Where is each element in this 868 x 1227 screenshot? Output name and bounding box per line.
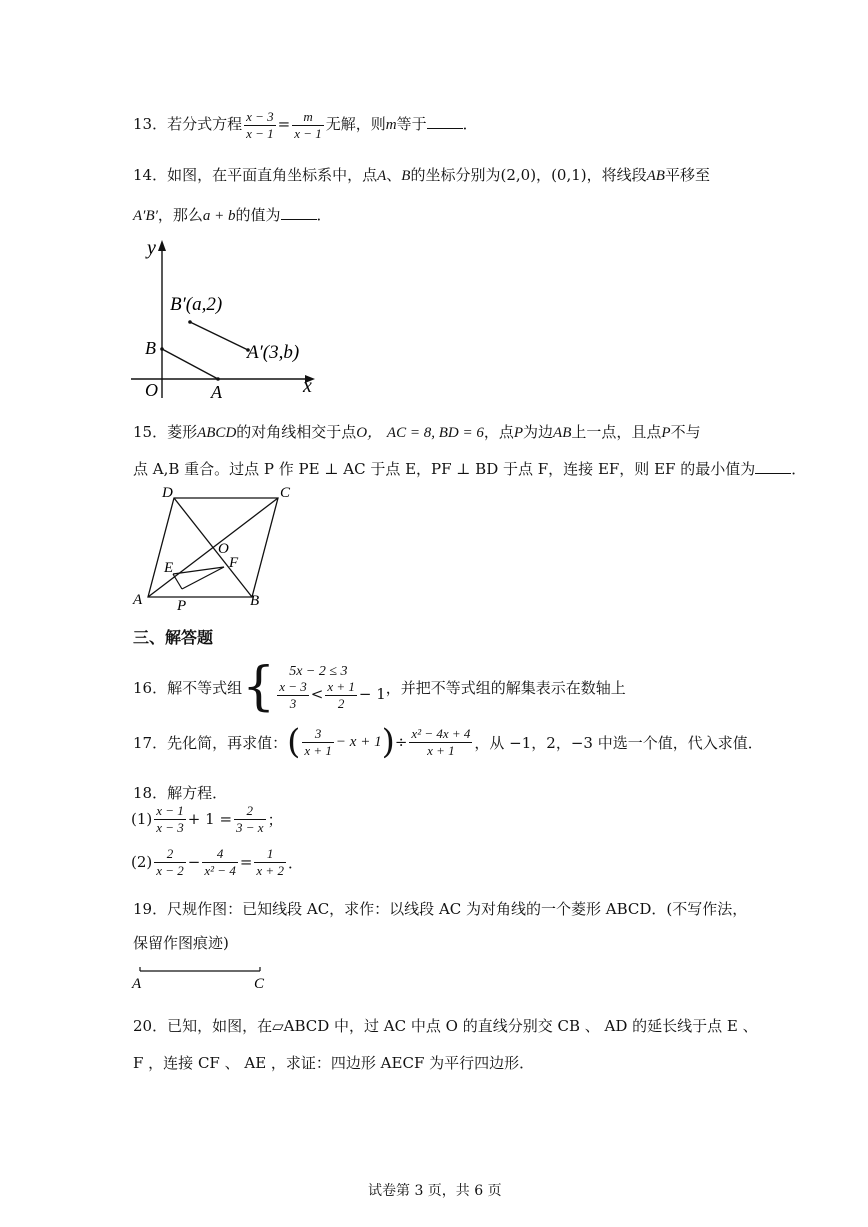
answer-blank bbox=[281, 205, 317, 220]
svg-text:P: P bbox=[177, 598, 187, 614]
label-x: x bbox=[303, 375, 312, 397]
svg-text:C: C bbox=[280, 485, 291, 501]
svg-text:A: A bbox=[133, 592, 143, 608]
question-20: 20．已知，如图，在▱ABCD 中，过 AC 中点 O 的直线分别交 CB 、 AD 的延长线于点 E 、 bbox=[133, 1017, 758, 1035]
question-15: 15．菱形ABCD的对角线相交于点O， AC = 8, BD = 6，点P为边AB上一点，且点P不与 bbox=[133, 423, 701, 441]
svg-text:B: B bbox=[250, 593, 260, 609]
inequality-system: 5x − 2 ≤ 3 $\frac{x - 3}{3}$ < $\frac{x + 1}{2}$ − 1 bbox=[279, 663, 386, 711]
label-a: A bbox=[211, 382, 222, 402]
q13-number: 13． bbox=[133, 115, 168, 134]
q13-fraction-1: $\frac{x - 3}{x - 1}$ bbox=[246, 109, 274, 141]
label-bprime: B′(a,2) bbox=[170, 294, 223, 315]
question-14: 14．如图，在平面直角坐标系中，点A、B的坐标分别为(2,0)，(0,1)，将线段AB平移至 bbox=[133, 166, 710, 184]
diagonal-bd bbox=[174, 498, 252, 597]
page-footer: 试卷第 3 页，共 6 页 bbox=[368, 1183, 502, 1199]
question-18: 18．解方程． bbox=[133, 784, 228, 802]
segment-pe bbox=[173, 574, 182, 589]
label-o: O bbox=[145, 380, 158, 400]
q13-fraction-2: $\frac{m}{x - 1}$ bbox=[294, 109, 322, 141]
q14-coordinate-figure bbox=[125, 236, 325, 406]
answer-blank bbox=[427, 114, 463, 129]
question-19: 19．尺规作图：已知线段 AC，求作：以线段 AC 为对角线的一个菱形 ABCD．(不写作法， bbox=[133, 900, 748, 918]
question-18-part-2: (2) $\frac{2}{x - 2}$ − $\frac{4}{\text{x² − 4}}$ = $\frac{1}{x + 2}$ ． bbox=[131, 846, 303, 878]
question-18-part-1: (1) $\frac{x - 1}{x - 3}$ + 1 = $\frac{2}{3 - x}$ ； bbox=[131, 803, 283, 835]
segment-ab bbox=[162, 349, 218, 379]
label-aprime: A′(3,b) bbox=[247, 342, 300, 363]
question-13: 13．若分式方程 $\frac{x - 3}{x - 1}$ = $\frac{m}{x - 1}$ 无解，则m等于 ． bbox=[133, 109, 478, 141]
label-y: y bbox=[147, 237, 156, 259]
svg-text:O: O bbox=[218, 541, 229, 557]
question-20-line-2: F ，连接 CF 、 AE ，求证：四边形 AECF 为平行四边形． bbox=[133, 1054, 535, 1072]
answer-blank bbox=[755, 459, 791, 474]
segment-ac-figure bbox=[130, 962, 270, 992]
label-b: B bbox=[145, 338, 156, 358]
question-14-line-2: A′B′，那么a + b的值为 ． bbox=[133, 206, 332, 224]
system-brace: { bbox=[242, 657, 276, 717]
svg-text:A: A bbox=[132, 976, 142, 992]
question-19-line-2: 保留作图痕迹) bbox=[133, 934, 229, 952]
y-axis-arrow bbox=[158, 240, 166, 251]
question-16: 16． 解不等式组 { 5x − 2 ≤ 3 $\frac{x - 3}{3}$ < $\frac{x + 1}{2}$ − 1 ，并把不等式组的解集表示在数轴上 bbox=[133, 657, 626, 717]
q15-rhombus-figure bbox=[128, 480, 308, 616]
section-heading: 三、解答题 bbox=[133, 628, 214, 647]
svg-text:E: E bbox=[164, 560, 174, 576]
svg-text:D: D bbox=[162, 485, 173, 501]
svg-text:C: C bbox=[254, 976, 265, 992]
segment-apbp bbox=[190, 322, 248, 350]
q13-text-1: 若分式方程 bbox=[167, 115, 243, 134]
question-15-line-2: 点 A,B 重合。过点 P 作 PE ⊥ AC 于点 E，PF ⊥ BD 于点 F，连接 EF，则 EF 的最小值为 ． bbox=[133, 460, 807, 478]
question-17: 17． 先化简，再求值： ( $\frac{3}{x + 1}$ − x + 1 ) ÷ $\frac{\text{x² − 4x + 4}}{x + 1}$ ，从 −1，2，−3 中选一个值，代入求值． bbox=[133, 722, 763, 762]
svg-text:F: F bbox=[229, 555, 239, 571]
